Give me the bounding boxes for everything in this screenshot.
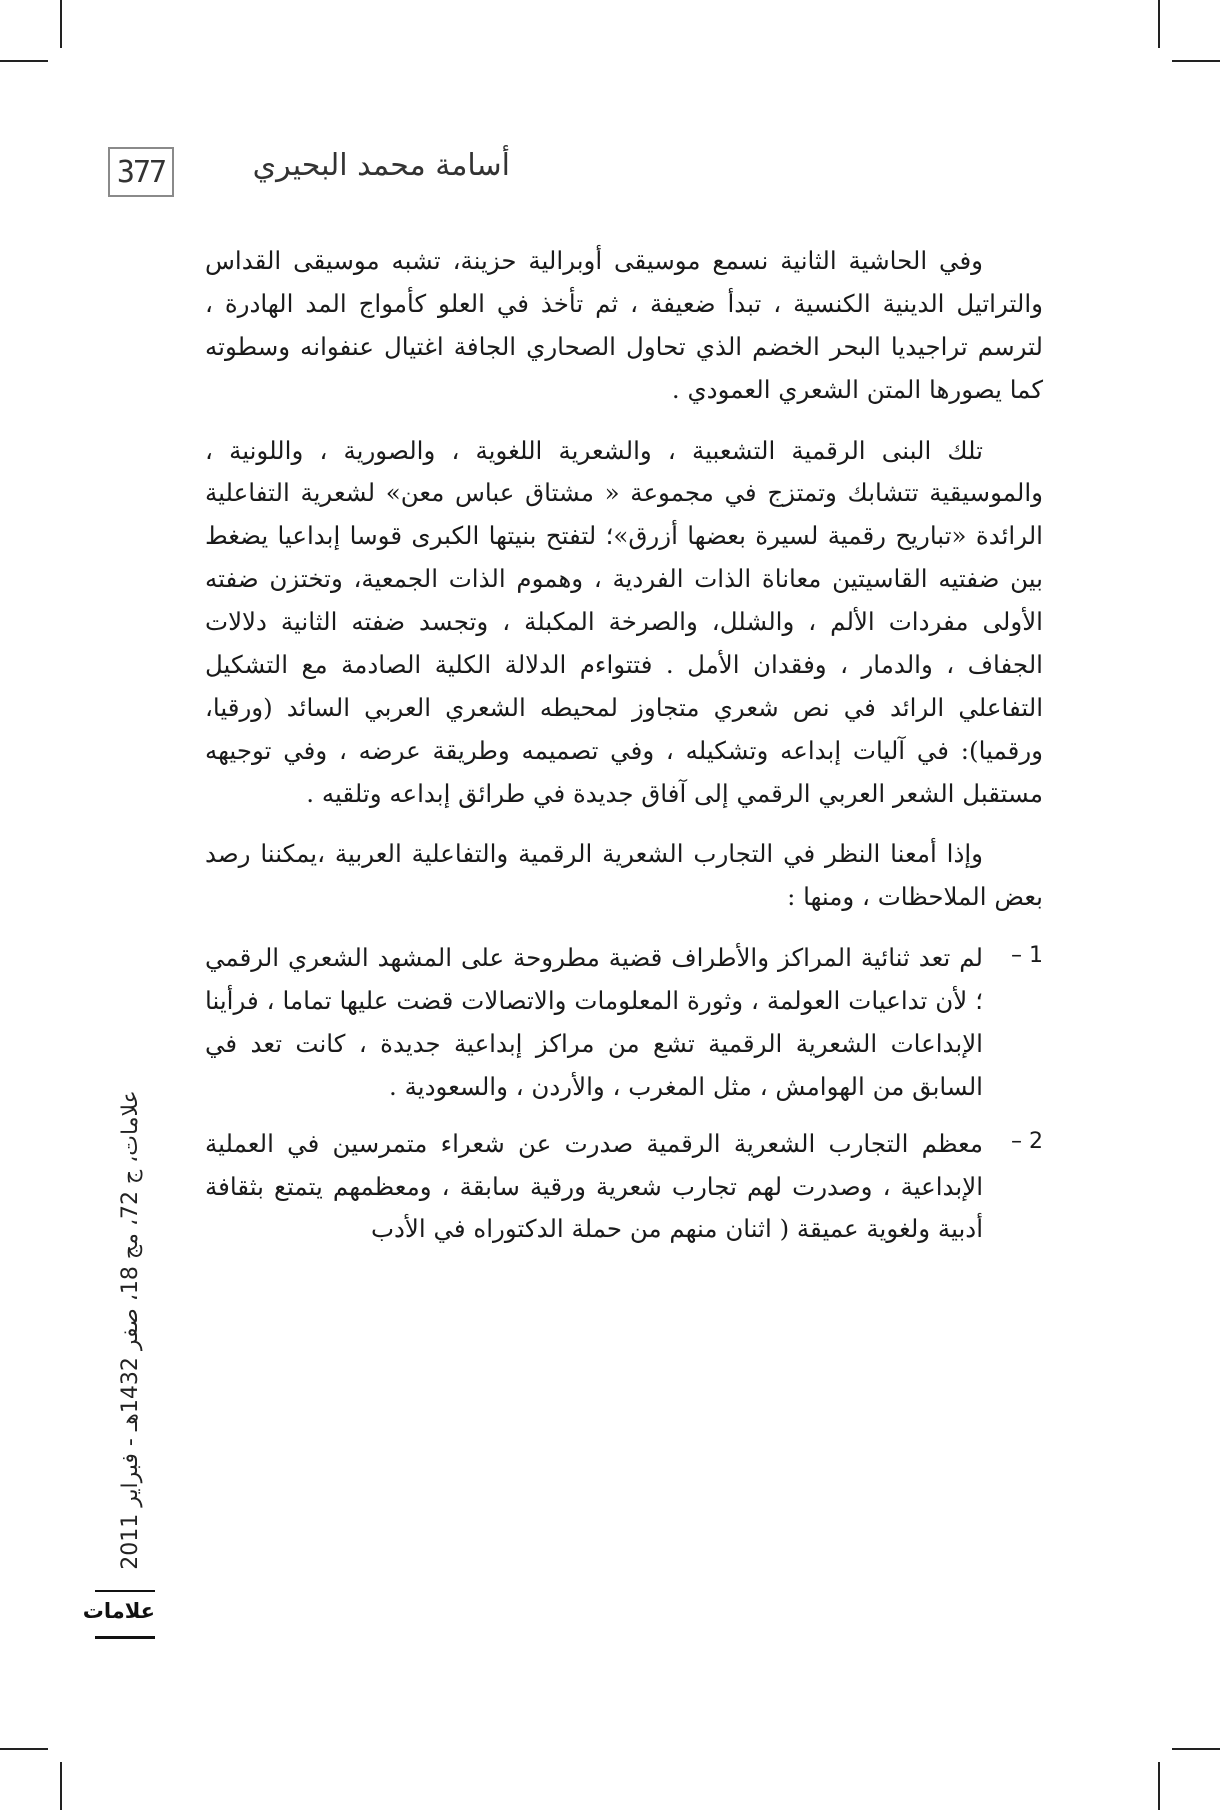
crop-mark — [1158, 0, 1160, 48]
list-item-text: معظم التجارب الشعرية الرقمية صدرت عن شعراء متمرسين في العملية الإبداعية ، وصدرت لهم تجارب شعرية ورقية سابقة ، ومعظمهم يتمتع بثقافة أدبية ولغوية عميقة ( اثنان منهم من حملة الدكتوراه في الأدب — [205, 1128, 983, 1244]
paragraph: تلك البنى الرقمية التشعبية ، والشعرية اللغوية ، والصورية ، واللونية ، والموسيقية تتشابك وتمتزج في مجموعة « مشتاق عباس معن» لشعرية التفاعلية الرائدة «تباريح رقمية لسيرة بعضها أزرق»؛ لتفتح بنيتها الكبرى قوسا إبداعيا يضغط بين ضفتيه القاسيتين معاناة الذات الفردية ، وهموم الذات الجمعية، وتختزن ضفته الأولى مفردات الألم ، والشلل، والصرخة المكبلة ، وتجسد ضفته الثانية دلالات الجفاف ، والدمار ، وفقدان الأمل . فتتواءم الدلالة الكلية الصادمة مع التشكيل التفاعلي الرائد في نص شعري متجاوز لمحيطه الشعري العربي السائد (ورقيا، ورقميا): في آليات إبداعه وتشكيله ، وفي تصميمه وطريقة عرضه ، وفي توجيهه مستقبل الشعر العربي الرقمي إلى آفاق جديدة في طرائق إبداعه وتلقيه . — [205, 435, 1043, 808]
journal-reference: علامات، ج 72، مج 18، صفر 1432هـ - فبراير 2011 — [118, 1090, 143, 1570]
article-body — [205, 240, 1043, 1265]
paragraph: وإذا أمعنا النظر في التجارب الشعرية الرقمية والتفاعلية العربية ،يمكننا رصد بعض الملاحظات ، ومنها : — [205, 839, 1043, 912]
page-number: 377 — [108, 147, 174, 197]
crop-mark — [60, 1762, 62, 1810]
list-item-number: 1 – — [1011, 943, 1043, 969]
list-item-text: لم تعد ثنائية المراكز والأطراف قضية مطروحة على المشهد الشعري الرقمي ؛ لأن تداعيات العولمة ، وثورة المعلومات والاتصالات قضت عليها تماما ، فرأينا الإبداعات الشعرية الرقمية تشع من مراكز إبداعية جديدة ، كانت تعد في السابق من الهوامش ، مثل المغرب ، والأردن ، والسعودية . — [205, 943, 983, 1101]
journal-logo: علامات — [95, 1590, 155, 1639]
crop-mark — [0, 1748, 48, 1750]
crop-mark — [0, 60, 48, 62]
list-item — [205, 937, 1043, 1109]
crop-mark — [1158, 1762, 1160, 1810]
paragraph: وفي الحاشية الثانية نسمع موسيقى أوبرالية حزينة، تشبه موسيقى القداس والتراتيل الدينية الكنسية ، تبدأ ضعيفة ، ثم تأخذ في العلو كأمواج المد الهادرة ، لترسم تراجيديا البحر الخضم الذي تحاول الصحاري الجافة اغتيال عنفوانه وسطوته كما يصورها المتن الشعري العمودي . — [205, 246, 1043, 404]
crop-mark — [1172, 1748, 1220, 1750]
crop-mark — [60, 0, 62, 48]
list-item-number: 2 – — [1011, 1128, 1043, 1154]
crop-mark — [1172, 60, 1220, 62]
author-name: أسامة محمد البحيري — [252, 148, 510, 183]
list-item — [205, 1123, 1043, 1252]
